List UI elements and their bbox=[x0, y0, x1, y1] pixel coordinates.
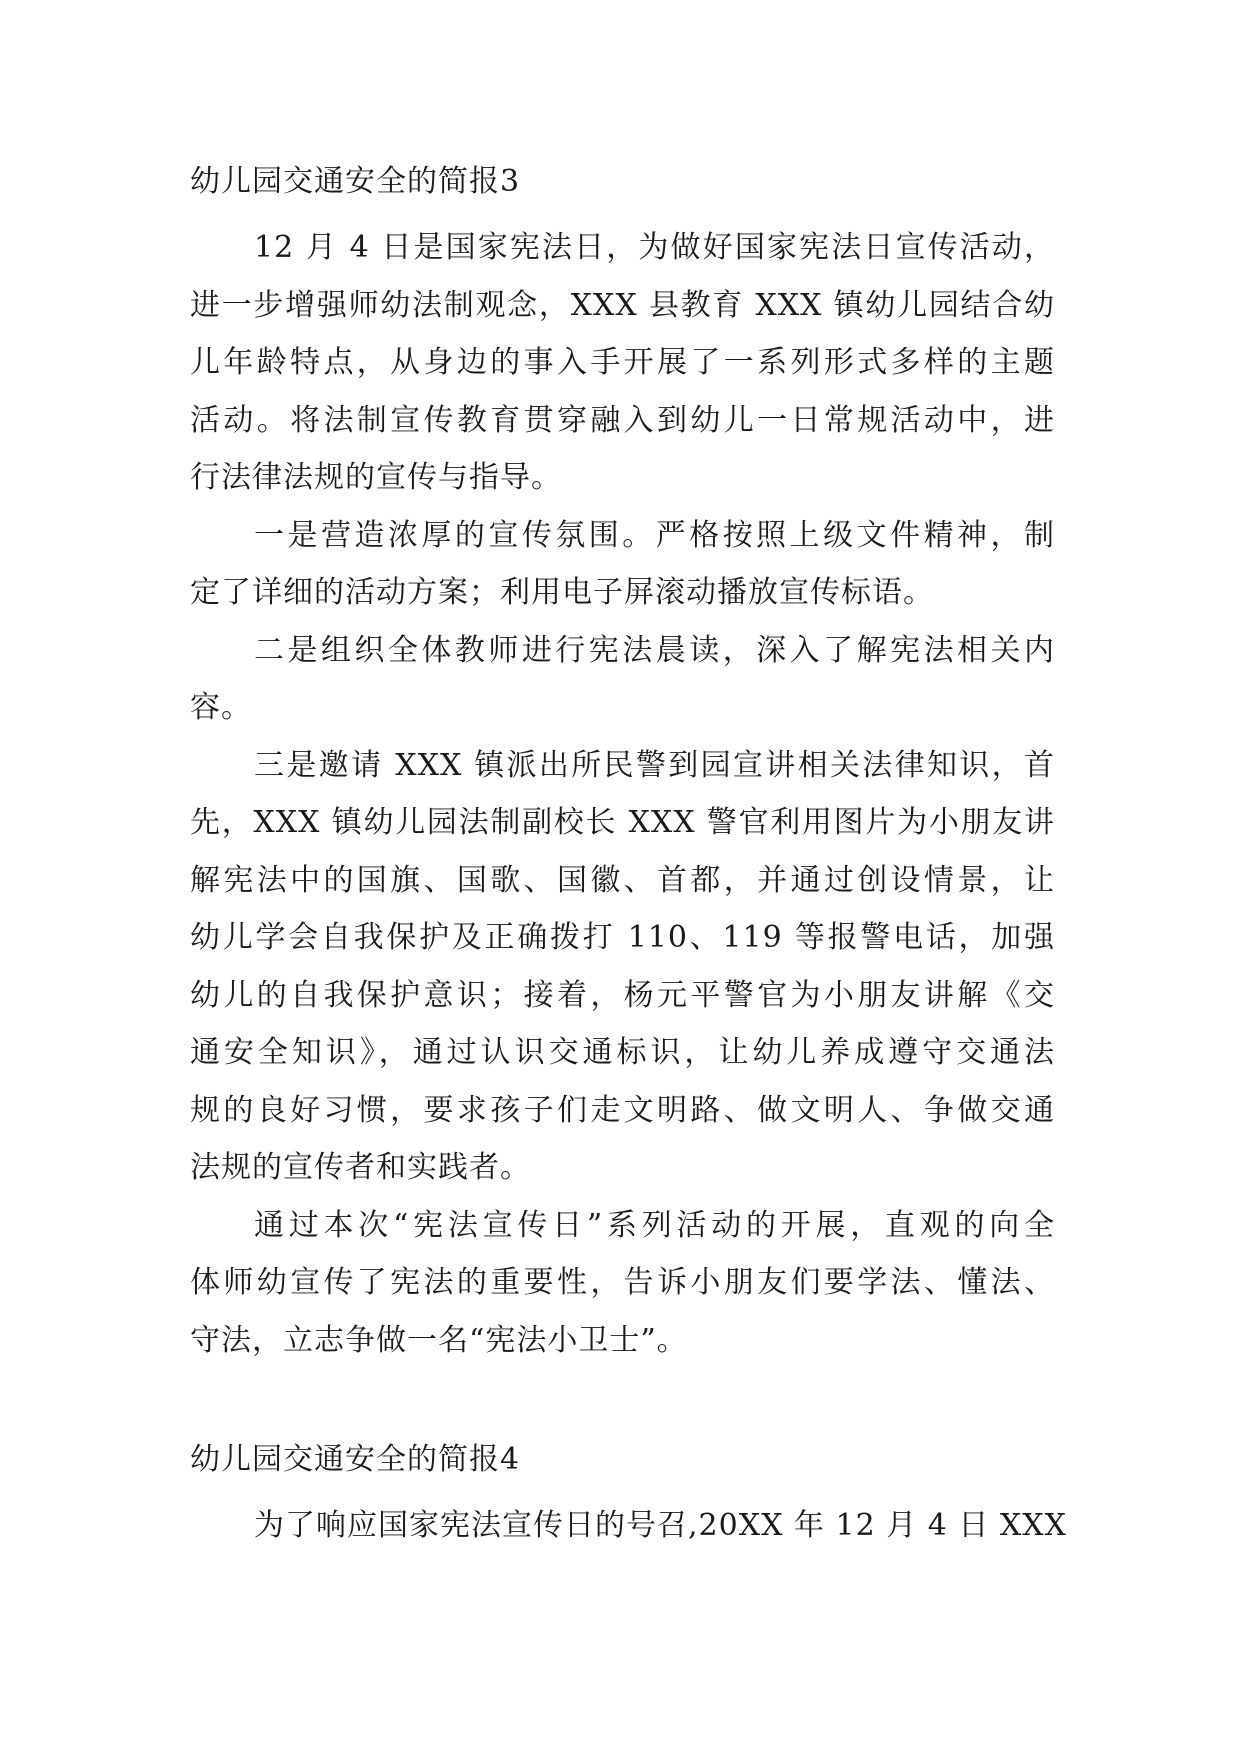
text-line: 定了详细的活动方案；利用电子屏滚动播放宣传标语。 bbox=[190, 575, 934, 610]
text-line: 三是邀请 XXX 镇派出所民警到园宣讲相关法律知识，首 bbox=[254, 747, 1055, 783]
text-line: 为了响应国家宪法宣传日的号召,20XX 年 12 月 4 日 XXX bbox=[254, 1508, 1067, 1543]
text-line: 进一步增强师幼法制观念，XXX 县教育 XXX 镇幼儿园结合幼 bbox=[190, 287, 1055, 323]
text-line: 体师幼宣传了宪法的重要性，告诉小朋友们要学法、懂法、 bbox=[190, 1265, 1055, 1300]
text-line: 12 月 4 日是国家宪法日，为做好国家宪法日宣传活动， bbox=[254, 230, 1055, 265]
text-line: 幼儿的自我保护意识；接着，杨元平警官为小朋友讲解《交 bbox=[190, 977, 1055, 1013]
paragraph bbox=[190, 507, 1055, 622]
text-line: 通过本次“宪法宣传日”系列活动的开展，直观的向全 bbox=[254, 1207, 1055, 1243]
section-heading: 幼儿园交通安全的简报4 bbox=[190, 1442, 521, 1477]
document-page bbox=[190, 162, 1067, 1555]
text-line: 一是营造浓厚的宣传氛围。严格按照上级文件精神，制 bbox=[254, 517, 1055, 553]
section-heading: 幼儿园交通安全的简报3 bbox=[190, 164, 521, 199]
text-line: 行法律法规的宣传与指导。 bbox=[190, 460, 562, 495]
paragraph bbox=[190, 219, 1055, 507]
text-line: 先，XXX 镇幼儿园法制副校长 XXX 警官利用图片为小朋友讲 bbox=[190, 805, 1055, 840]
paragraph bbox=[190, 1497, 1067, 1555]
text-line: 儿年龄特点，从身边的事入手开展了一系列形式多样的主题 bbox=[190, 345, 1055, 380]
text-line: 规的良好习惯，要求孩子们走文明路、做文明人、争做交通 bbox=[190, 1092, 1055, 1128]
text-line: 活动。将法制宣传教育贯穿融入到幼儿一日常规活动中，进 bbox=[190, 402, 1055, 438]
text-line: 守法，立志争做一名“宪法小卫士”。 bbox=[190, 1322, 688, 1358]
text-line: 解宪法中的国旗、国歌、国徽、首都，并通过创设情景，让 bbox=[190, 862, 1055, 898]
paragraph bbox=[190, 1197, 1055, 1370]
text-line: 二是组织全体教师进行宪法晨读，深入了解宪法相关内 bbox=[254, 632, 1055, 668]
text-line: 幼儿学会自我保护及正确拨打 110、119 等报警电话，加强 bbox=[190, 920, 1055, 955]
text-line: 通安全知识》，通过认识交通标识，让幼儿养成遵守交通法 bbox=[190, 1035, 1055, 1070]
text-line: 法规的宣传者和实践者。 bbox=[190, 1150, 531, 1185]
text-line: 容。 bbox=[190, 690, 252, 725]
paragraph bbox=[190, 737, 1055, 1197]
paragraph bbox=[190, 622, 1055, 737]
